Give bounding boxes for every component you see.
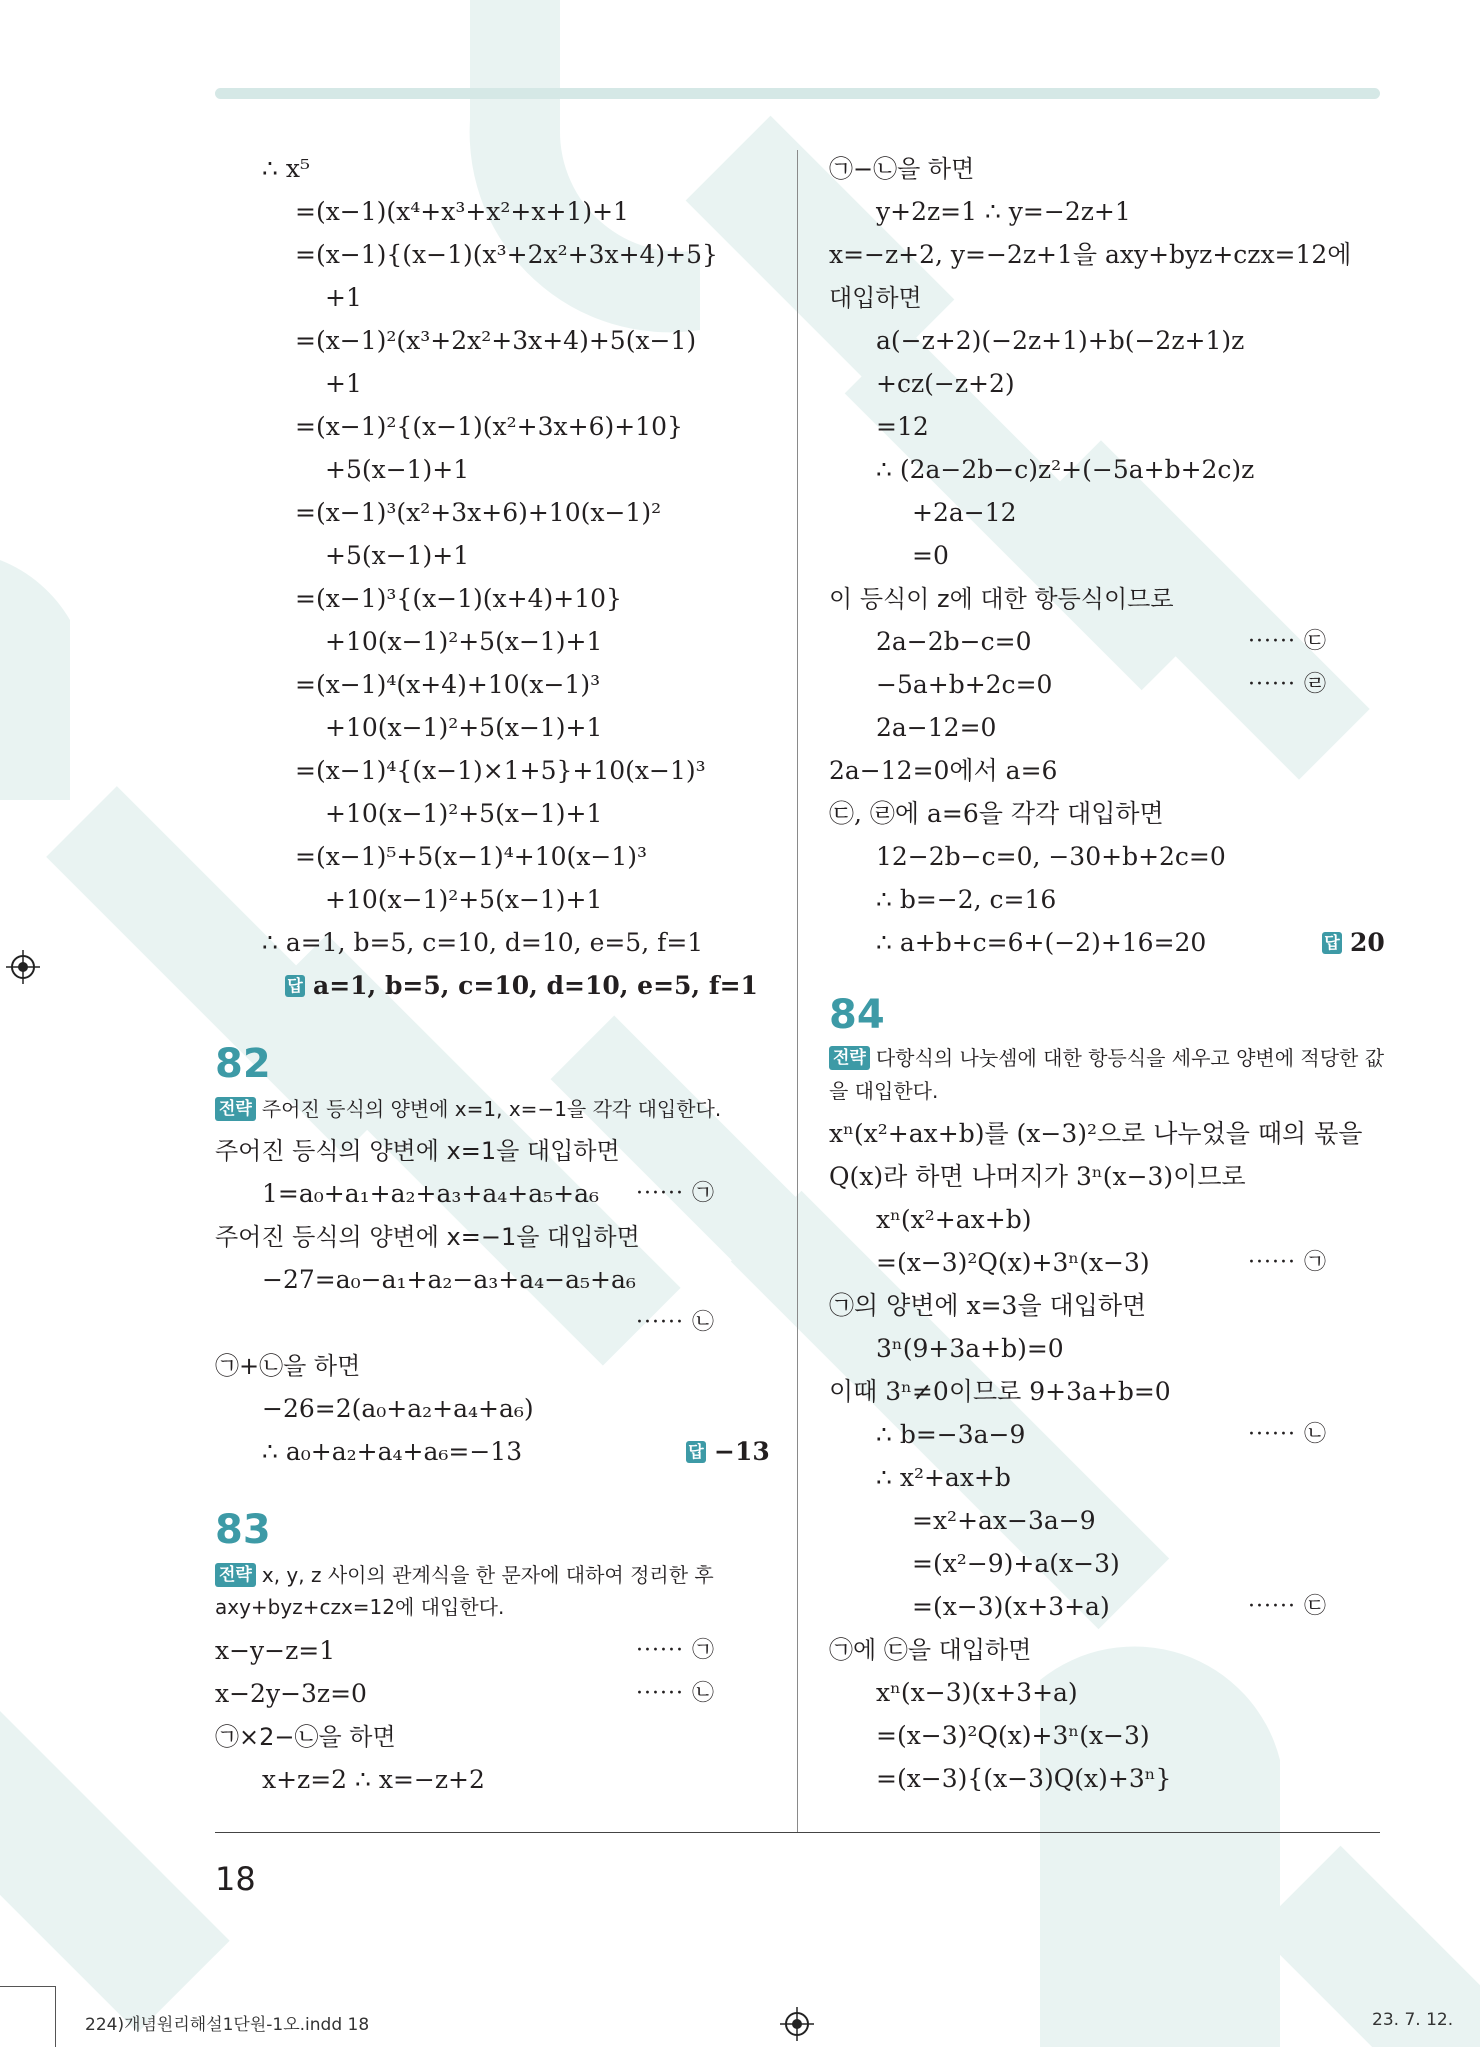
answer-value: −13 — [714, 1437, 770, 1466]
math-line: +1 — [325, 283, 362, 312]
math-line: +10(x−1)²+5(x−1)+1 — [325, 713, 603, 742]
strategy-text: 을 대입한다. — [829, 1079, 939, 1103]
eq-mark: ······ ㉠ — [636, 1181, 715, 1206]
text-line: ㉠에 ㉢을 대입하면 — [829, 1636, 1032, 1664]
problem-number: 82 — [215, 1041, 271, 1087]
answer-line — [686, 1435, 770, 1469]
math-line: 이때 3ⁿ≠0이므로 9+3a+b=0 — [829, 1377, 1171, 1406]
header-bar — [215, 88, 1380, 99]
registration-mark-icon — [780, 2007, 814, 2041]
strategy-text: x, y, z 사이의 관계식을 한 문자에 대하여 정리한 후 — [261, 1563, 714, 1587]
eq-mark: ······ ㉡ — [636, 1310, 715, 1335]
math-line: a(−z+2)(−2z+1)+b(−2z+1)z — [876, 326, 1245, 355]
math-line: =(x−1)(x⁴+x³+x²+x+1)+1 — [295, 197, 629, 226]
math-line: =(x−1)³{(x−1)(x+4)+10} — [295, 584, 622, 613]
math-line: =x²+ax−3a−9 — [912, 1506, 1096, 1535]
text-line: ㉠+㉡을 하면 — [215, 1352, 361, 1380]
math-line: x−y−z=1 — [215, 1636, 336, 1665]
text-line: 대입하면 — [829, 284, 922, 312]
math-line: =12 — [876, 412, 929, 441]
math-line: ∴ a₀+a₂+a₄+a₆=−13 — [262, 1437, 523, 1466]
math-line: =(x−3)(x+3+a) — [912, 1592, 1110, 1621]
math-line: −27=a₀−a₁+a₂−a₃+a₄−a₅+a₆ — [262, 1265, 636, 1294]
answer-badge: 답 — [285, 975, 305, 997]
math-line: xⁿ(x²+ax+b) — [876, 1205, 1032, 1234]
answer-badge: 답 — [686, 1441, 706, 1463]
answer-value: 20 — [1350, 928, 1385, 957]
registration-mark-icon — [6, 950, 40, 984]
math-line: 12−2b−c=0, −30+b+2c=0 — [876, 842, 1226, 871]
math-line: 2a−12=0 — [876, 713, 997, 742]
math-line: =(x−1)⁴{(x−1)×1+5}+10(x−1)³ — [295, 756, 706, 785]
eq-mark: ······ ㉣ — [1248, 672, 1327, 697]
text-line: ㉠×2−㉡을 하면 — [215, 1723, 396, 1751]
eq-mark: ······ ㉢ — [1248, 629, 1327, 654]
strategy-line — [829, 1043, 1384, 1073]
math-line: 3ⁿ(9+3a+b)=0 — [876, 1334, 1064, 1363]
strategy-line — [215, 1094, 721, 1124]
math-line: =(x−1)³(x²+3x+6)+10(x−1)² — [295, 498, 662, 527]
math-line: +2a−12 — [912, 498, 1017, 527]
math-line: +10(x−1)²+5(x−1)+1 — [325, 885, 603, 914]
strategy-badge: 전략 — [829, 1046, 870, 1070]
math-line: −26=2(a₀+a₂+a₄+a₆) — [262, 1394, 534, 1423]
math-line: ∴ (2a−2b−c)z²+(−5a+b+2c)z — [876, 455, 1255, 484]
text-line: 이 등식이 z에 대한 항등식이므로 — [829, 585, 1174, 613]
math-line: =(x²−9)+a(x−3) — [912, 1549, 1120, 1578]
eq-mark: ······ ㉡ — [1248, 1422, 1327, 1447]
math-line: +5(x−1)+1 — [325, 541, 470, 570]
math-line: ∴ x⁵ — [262, 154, 310, 183]
answer-value: a=1, b=5, c=10, d=10, e=5, f=1 — [313, 971, 758, 1000]
eq-mark: ······ ㉠ — [1248, 1250, 1327, 1275]
answer-line — [1322, 926, 1385, 960]
math-line: =0 — [912, 541, 949, 570]
math-line: ∴ x²+ax+b — [876, 1463, 1011, 1492]
math-line: ∴ b=−2, c=16 — [876, 885, 1057, 914]
crop-mark — [55, 1986, 56, 2047]
strategy-text: 다항식의 나눗셈에 대한 항등식을 세우고 양변에 적당한 값 — [875, 1046, 1385, 1070]
text-line: ㉠−㉡을 하면 — [829, 155, 975, 183]
math-line: =(x−1)⁵+5(x−1)⁴+10(x−1)³ — [295, 842, 648, 871]
footer-file: 224)개념원리해설1단원-1오.indd 18 — [85, 2015, 370, 2035]
math-line: x−2y−3z=0 — [215, 1679, 367, 1708]
strategy-text: axy+byz+czx=12에 대입한다. — [215, 1595, 505, 1619]
math-line: +1 — [325, 369, 362, 398]
math-line: ∴ a+b+c=6+(−2)+16=20 — [876, 928, 1207, 957]
problem-number: 83 — [215, 1507, 271, 1553]
column-divider — [797, 150, 798, 1833]
text-line: 주어진 등식의 양변에 x=1을 대입하면 — [215, 1137, 620, 1165]
crop-mark — [0, 1986, 55, 1987]
math-line: =(x−1)²(x³+2x²+3x+4)+5(x−1) — [295, 326, 697, 355]
footer-date: 23. 7. 12. — [1372, 2010, 1454, 2030]
math-line: 2a−12=0에서 a=6 — [829, 756, 1058, 785]
math-line: ∴ b=−3a−9 — [876, 1420, 1026, 1449]
problem-number: 84 — [829, 992, 885, 1038]
answer-badge: 답 — [1322, 932, 1342, 954]
text-line: 주어진 등식의 양변에 x=−1을 대입하면 — [215, 1223, 640, 1251]
strategy-text: 주어진 등식의 양변에 x=1, x=−1을 각각 대입한다. — [261, 1097, 722, 1121]
math-line: ∴ a=1, b=5, c=10, d=10, e=5, f=1 — [262, 928, 704, 957]
math-line: +10(x−1)²+5(x−1)+1 — [325, 627, 603, 656]
math-line: +10(x−1)²+5(x−1)+1 — [325, 799, 603, 828]
strategy-badge: 전략 — [215, 1563, 256, 1587]
math-line: =(x−3){(x−3)Q(x)+3ⁿ} — [876, 1764, 1172, 1793]
math-line: ㉢, ㉣에 a=6을 각각 대입하면 — [829, 799, 1164, 828]
math-line: y+2z=1 ∴ y=−2z+1 — [876, 197, 1131, 226]
eq-mark: ······ ㉡ — [636, 1681, 715, 1706]
math-line: =(x−3)²Q(x)+3ⁿ(x−3) — [876, 1721, 1150, 1750]
page-number: 18 — [215, 1860, 256, 1898]
math-line: 1=a₀+a₁+a₂+a₃+a₄+a₅+a₆ — [262, 1179, 600, 1208]
answer-line — [285, 969, 758, 1003]
math-line: xⁿ(x²+ax+b)를 (x−3)²으로 나누었을 때의 몫을 — [829, 1119, 1363, 1148]
math-line: =(x−1){(x−1)(x³+2x²+3x+4)+5} — [295, 240, 718, 269]
math-line: 2a−2b−c=0 — [876, 627, 1032, 656]
eq-mark: ······ ㉠ — [636, 1638, 715, 1663]
math-line: +5(x−1)+1 — [325, 455, 470, 484]
math-line: +cz(−z+2) — [876, 369, 1015, 398]
eq-mark: ······ ㉢ — [1248, 1594, 1327, 1619]
math-line: x=−z+2, y=−2z+1을 axy+byz+czx=12에 — [829, 240, 1352, 269]
math-line: Q(x)라 하면 나머지가 3ⁿ(x−3)이므로 — [829, 1162, 1246, 1191]
math-line: −5a+b+2c=0 — [876, 670, 1053, 699]
math-line: =(x−1)⁴(x+4)+10(x−1)³ — [295, 670, 601, 699]
strategy-badge: 전략 — [215, 1097, 256, 1121]
math-line: ㉠의 양변에 x=3을 대입하면 — [829, 1291, 1147, 1320]
strategy-line — [215, 1560, 714, 1590]
math-line: x+z=2 ∴ x=−z+2 — [262, 1765, 485, 1794]
footer-rule — [215, 1832, 1380, 1833]
math-line: =(x−3)²Q(x)+3ⁿ(x−3) — [876, 1248, 1150, 1277]
math-line: xⁿ(x−3)(x+3+a) — [876, 1678, 1078, 1707]
math-line: =(x−1)²{(x−1)(x²+3x+6)+10} — [295, 412, 683, 441]
